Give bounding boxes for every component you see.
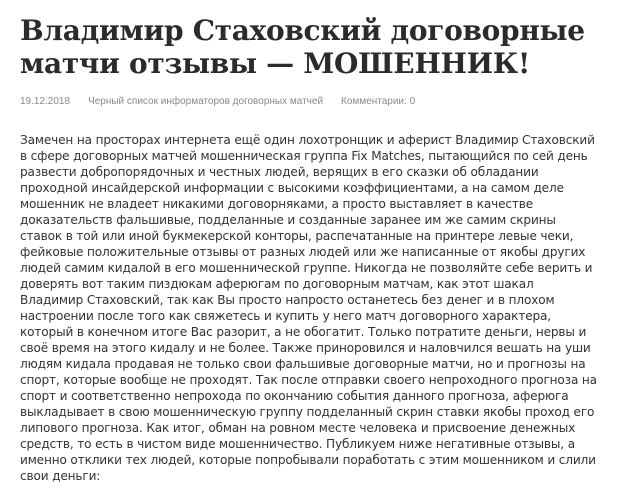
category-link[interactable]: Черный список информаторов договорных матчей: [88, 96, 324, 107]
post-date: 19.12.2018: [20, 96, 71, 107]
article-title: Владимир Стаховский договорные матчи отзывы — МОШЕННИК!: [20, 14, 585, 80]
article-body: Замечен на просторах интернета ещё один лохотронщик и аферист Владимир Стаховский в сфере договорных матчей мошенническая группа Fix Matches, пытающийся по сей день развести добропорядочных и честных людей, верящих в его сказки об обладании проходной инсайдерской информации с высокими коэффициентами, а на самом деле мошенник не владеет никакими договорняками, а просто выставляет в качестве доказательств фальшивые, подделанные и созданные заранее им же самим скрины ставок в той или иной букмекерской конторы, распечатанные на принтере левые чеки, фейковые положительные отзывы от разных людей или же написанные от якобы других людей самим кидалой в его мошеннической группе. Никогда не позволяйте себе верить и доверять вот таким пиздюкам аферюгам по договорным матчам, как этот шакал Владимир Стаховский, так как Вы просто напросто останетесь без денег и в плохом настроении после того как свяжетесь и купить у него матч договорного характера, который в конечном итоге Вас разорит, а не обогатит. Только потратите деньги, нервы и своё время на этого кидалу и не более. Также приноровился и наловчился вешать на уши людям кидала продавая не только свои фальшивые договорные матчи, но и прогнозы на спорт, которые вообще не проходят. Так после отправки своего непроходного прогноза на спорт и соответственно непрохода по окончанию события данного прогноза, аферюга выкладывает в свою мошенническую группу подделанный скрин ставки якобы проход его липового прогноза. Как итог, обман на ровном месте человека и присвоение денежных средств, то есть в чистом виде мошенничество. Публикуем ниже негативные отзывы, а именно отклики тех людей, которые попробывали поработать с этим мошенником и слили свои деньги:: [20, 133, 597, 483]
comments-link[interactable]: Комментарии: 0: [341, 96, 416, 107]
article-meta: [20, 96, 600, 107]
